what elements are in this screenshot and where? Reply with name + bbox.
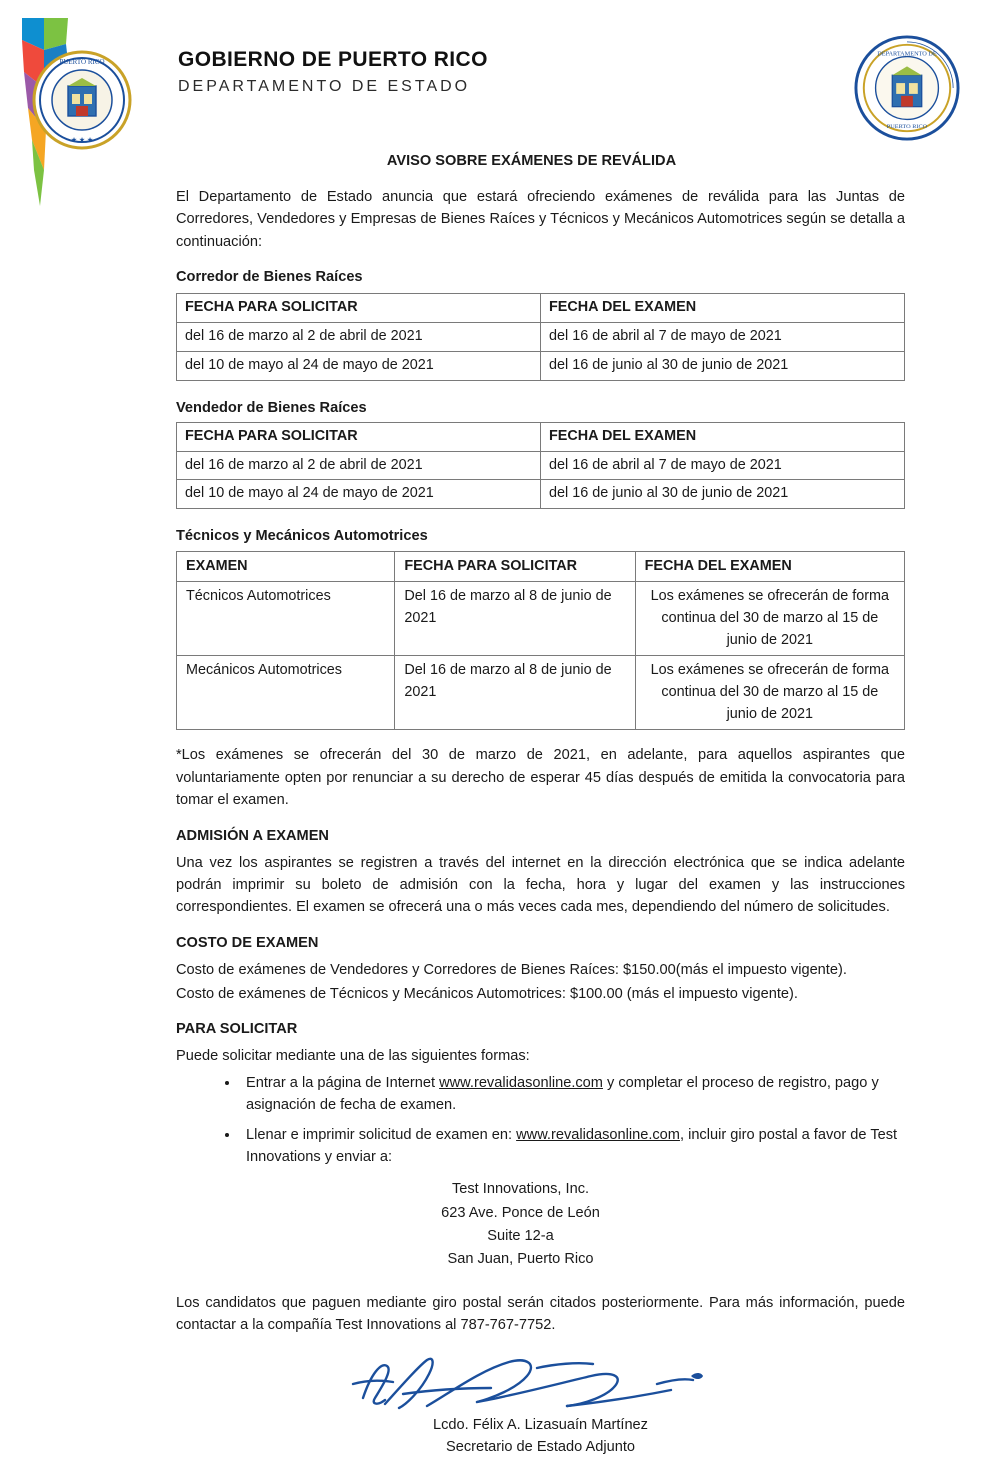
revalidas-link-1[interactable]: www.revalidasonline.com bbox=[439, 1074, 603, 1091]
gov-title: GOBIERNO DE PUERTO RICO bbox=[178, 48, 488, 71]
table-row bbox=[177, 322, 905, 351]
table-cell: Técnicos Automotrices bbox=[177, 582, 395, 656]
column-header: FECHA DEL EXAMEN bbox=[635, 551, 904, 582]
document-body bbox=[0, 150, 997, 1454]
table-row bbox=[177, 451, 905, 480]
section-heading-solicitar: PARA SOLICITAR bbox=[176, 1021, 298, 1038]
signature-block bbox=[176, 1362, 905, 1454]
svg-text:DEPARTAMENTO DE: DEPARTAMENTO DE bbox=[877, 50, 937, 58]
column-header: FECHA DEL EXAMEN bbox=[541, 293, 905, 322]
column-header: FECHA PARA SOLICITAR bbox=[177, 422, 541, 451]
address-line: 623 Ave. Ponce de León bbox=[441, 1204, 600, 1221]
signatory-role: Secretario de Estado Adjunto bbox=[445, 1438, 636, 1455]
document-header bbox=[0, 0, 997, 150]
column-header: FECHA PARA SOLICITAR bbox=[395, 551, 635, 582]
table-header-row bbox=[177, 422, 905, 451]
notice-title: AVISO SOBRE EXÁMENES DE REVÁLIDA bbox=[386, 153, 677, 169]
table-cell: del 16 de marzo al 2 de abril de 2021 bbox=[177, 322, 541, 351]
table-cell: Mecánicos Automotrices bbox=[177, 656, 395, 730]
apply-lead: Puede solicitar mediante una de las siguientes formas: bbox=[176, 1048, 530, 1065]
signatory-name: Lcdo. Félix A. Lizasuaín Martínez bbox=[433, 1416, 648, 1433]
gov-subtitle: DEPARTAMENTO DE ESTADO bbox=[178, 78, 471, 95]
closing-paragraph: Los candidatos que paguen mediante giro postal serán citados posteriormente. Para más información, puede contactar a la compañía Test Innovations al 787-767-7752. bbox=[176, 1294, 905, 1333]
mailing-address bbox=[176, 1178, 905, 1271]
column-header: FECHA PARA SOLICITAR bbox=[177, 293, 541, 322]
table-tecnicos-mecanicos bbox=[176, 551, 905, 731]
svg-text:★ ★ ★: ★ ★ ★ bbox=[70, 136, 94, 144]
table-row bbox=[177, 480, 905, 509]
list-item bbox=[240, 1072, 905, 1116]
revalidas-link-2[interactable]: www.revalidasonline.com bbox=[516, 1126, 680, 1143]
bullet1-text-pre: Entrar a la página de Internet bbox=[246, 1074, 440, 1091]
table-cell: del 16 de abril al 7 de mayo de 2021 bbox=[541, 451, 905, 480]
table-header-row bbox=[177, 551, 905, 582]
section-heading-tecnicos: Técnicos y Mecánicos Automotrices bbox=[176, 528, 428, 545]
cost-line-1: Costo de exámenes de Vendedores y Corredores de Bienes Raíces: $150.00(más el impuesto vigente). bbox=[176, 961, 847, 978]
column-header: FECHA DEL EXAMEN bbox=[541, 422, 905, 451]
admission-paragraph: Una vez los aspirantes se registren a través del internet en la dirección electrónica que se indica adelante podrán imprimir su boleto de admisión con la fecha, hora y lugar del examen y las instrucciones correspondientes. El examen se ofrecerá una o más veces cada mes, dependiendo del número de solicitudes. bbox=[176, 855, 905, 916]
column-header: EXAMEN bbox=[177, 551, 395, 582]
table-cell: del 16 de junio al 30 de junio de 2021 bbox=[541, 480, 905, 509]
table-corredor-bienes-raices bbox=[176, 293, 905, 381]
table-cell: Del 16 de marzo al 8 de junio de 2021 bbox=[395, 656, 635, 730]
table-cell: del 16 de marzo al 2 de abril de 2021 bbox=[177, 451, 541, 480]
section-heading-admision: ADMISIÓN A EXAMEN bbox=[176, 827, 329, 844]
list-item bbox=[240, 1124, 905, 1168]
section-heading-costo: COSTO DE EXAMEN bbox=[176, 934, 319, 951]
table-row bbox=[177, 582, 905, 656]
table-vendedor-bienes-raices bbox=[176, 422, 905, 510]
table-cell: Los exámenes se ofrecerán de forma continua del 30 de marzo al 15 de junio de 2021 bbox=[635, 582, 904, 656]
table-cell: del 10 de mayo al 24 de mayo de 2021 bbox=[177, 351, 541, 380]
cost-line-2: Costo de exámenes de Técnicos y Mecánicos Automotrices: $100.00 (más el impuesto vigente). bbox=[176, 985, 798, 1002]
table-row bbox=[177, 351, 905, 380]
svg-text:PUERTO RICO: PUERTO RICO bbox=[886, 123, 928, 131]
table-cell: del 16 de abril al 7 de mayo de 2021 bbox=[541, 322, 905, 351]
table-cell: Del 16 de marzo al 8 de junio de 2021 bbox=[395, 582, 635, 656]
table-header-row bbox=[177, 293, 905, 322]
section-heading-corredor: Corredor de Bienes Raíces bbox=[176, 268, 363, 285]
table-cell: del 10 de mayo al 24 de mayo de 2021 bbox=[177, 480, 541, 509]
table-row bbox=[177, 656, 905, 730]
bullet2-text-post: , incluir giro postal a favor de Test Innovations y enviar a: bbox=[246, 1126, 898, 1166]
table-cell: Los exámenes se ofrecerán de forma continua del 30 de marzo al 15 de junio de 2021 bbox=[635, 656, 904, 730]
address-line: Suite 12-a bbox=[487, 1227, 554, 1244]
bullet2-text-pre: Llenar e imprimir solicitud de examen en: bbox=[246, 1126, 517, 1143]
departamento-de-estado-seal bbox=[853, 34, 961, 142]
table-cell: del 16 de junio al 30 de junio de 2021 bbox=[541, 351, 905, 380]
apply-options-list bbox=[176, 1072, 905, 1169]
intro-paragraph: El Departamento de Estado anuncia que estará ofreciendo exámenes de reválida para las Juntas de Corredores, Vendedores y Empresas de Bienes Raíces y Técnicos y Mecánicos Automotrices según se detalla a continuación: bbox=[176, 189, 905, 250]
puerto-rico-seal bbox=[14, 10, 134, 210]
section-heading-vendedor: Vendedor de Bienes Raíces bbox=[176, 399, 367, 416]
bullet1-text-post: y completar el proceso de registro, pago y asignación de fecha de examen. bbox=[246, 1074, 879, 1113]
signature-image bbox=[341, 1354, 741, 1416]
footnote-paragraph: *Los exámenes se ofrecerán del 30 de marzo de 2021, en adelante, para aquellos aspirantes que voluntariamente opten por renunciar a su derecho de esperar 45 días después de emitida la convocatoria para tomar el examen. bbox=[176, 747, 905, 808]
svg-text:PUERTO RICO: PUERTO RICO bbox=[59, 58, 105, 66]
address-line: Test Innovations, Inc. bbox=[451, 1181, 590, 1198]
address-line: San Juan, Puerto Rico bbox=[447, 1251, 594, 1268]
